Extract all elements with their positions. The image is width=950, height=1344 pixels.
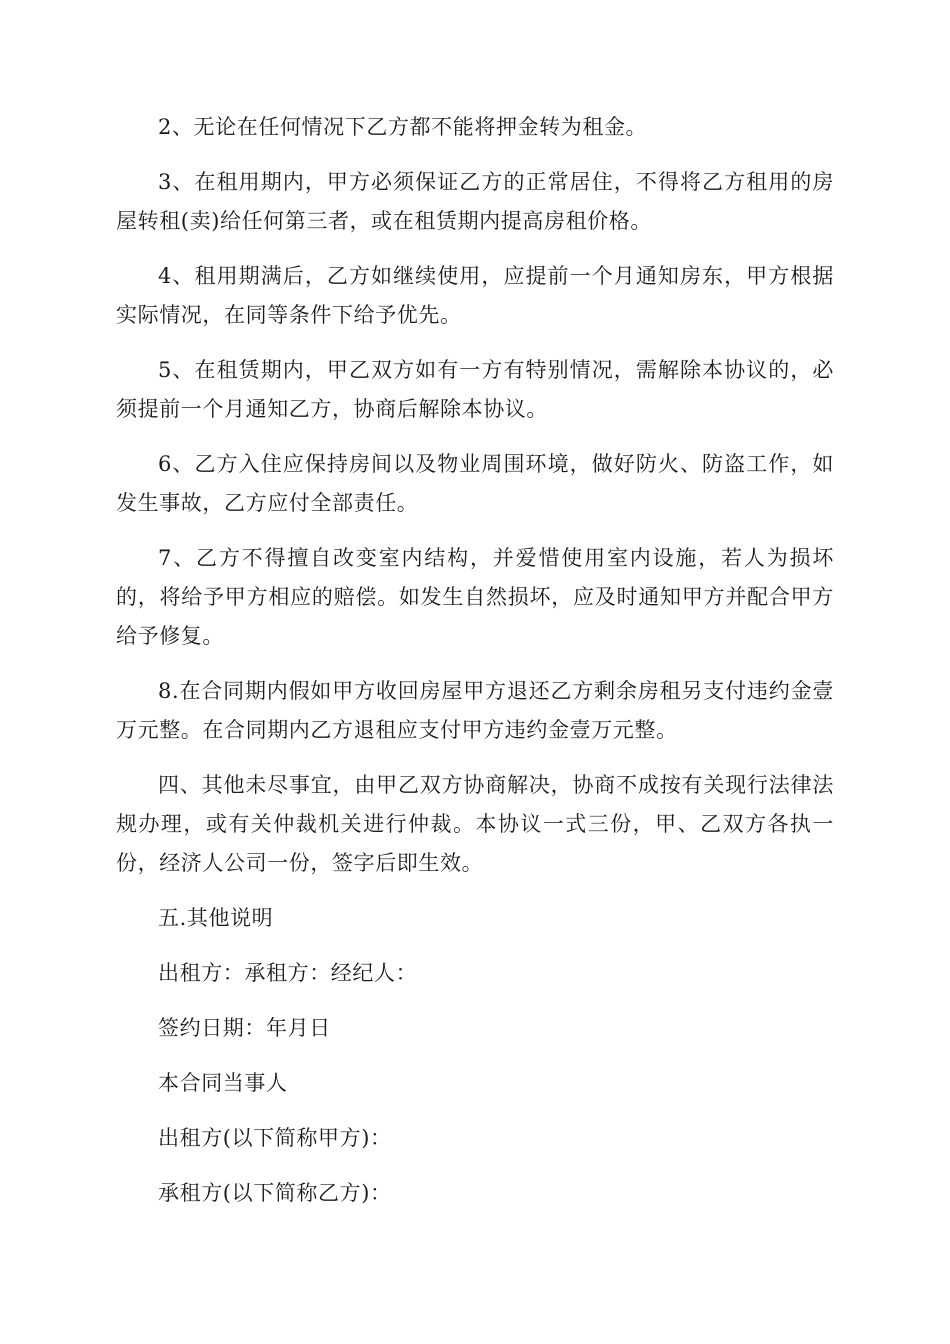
- clause-6: 6、乙方入住应保持房间以及物业周围环境，做好防火、防盗工作，如发生事故，乙方应付全部责任。: [116, 452, 834, 515]
- sign-date: 签约日期：年月日: [158, 1016, 331, 1040]
- lessee-label: 承租方(以下简称乙方)：: [158, 1181, 392, 1205]
- clause-5: 5、在租赁期内，甲乙双方如有一方有特别情况，需解除本协议的，必须提前一个月通知乙方，协商后解除本协议。: [116, 358, 834, 421]
- section-4-other-matters: 四、其他未尽事宜，由甲乙双方协商解决，协商不成按有关现行法律法规办理，或有关仲裁机关进行仲裁。本协议一式三份，甲、乙双方各执一份，经济人公司一份，签字后即生效。: [116, 773, 834, 875]
- section-5-heading: 五.其他说明: [158, 906, 274, 930]
- lessor-label: 出租方(以下简称甲方)：: [158, 1126, 392, 1150]
- clause-7: 7、乙方不得擅自改变室内结构，并爱惜使用室内设施，若人为损坏的，将给予甲方相应的赔偿。如发生自然损坏，应及时通知甲方并配合甲方给予修复。: [116, 546, 834, 648]
- clause-8: 8.在合同期内假如甲方收回房屋甲方退还乙方剩余房租另支付违约金壹万元整。在合同期内乙方退租应支付甲方违约金壹万元整。: [116, 679, 834, 742]
- clause-2: 2、无论在任何情况下乙方都不能将押金转为租金。: [158, 115, 648, 139]
- signature-line: 出租方：承租方：经纪人：: [158, 961, 418, 985]
- clause-3: 3、在租用期内，甲方必须保证乙方的正常居住，不得将乙方租用的房屋转租(卖)给任何第三者，或在租赁期内提高房租价格。: [116, 170, 834, 233]
- clause-4: 4、租用期满后，乙方如继续使用，应提前一个月通知房东，甲方根据实际情况，在同等条件下给予优先。: [116, 264, 834, 327]
- parties-heading: 本合同当事人: [158, 1071, 288, 1095]
